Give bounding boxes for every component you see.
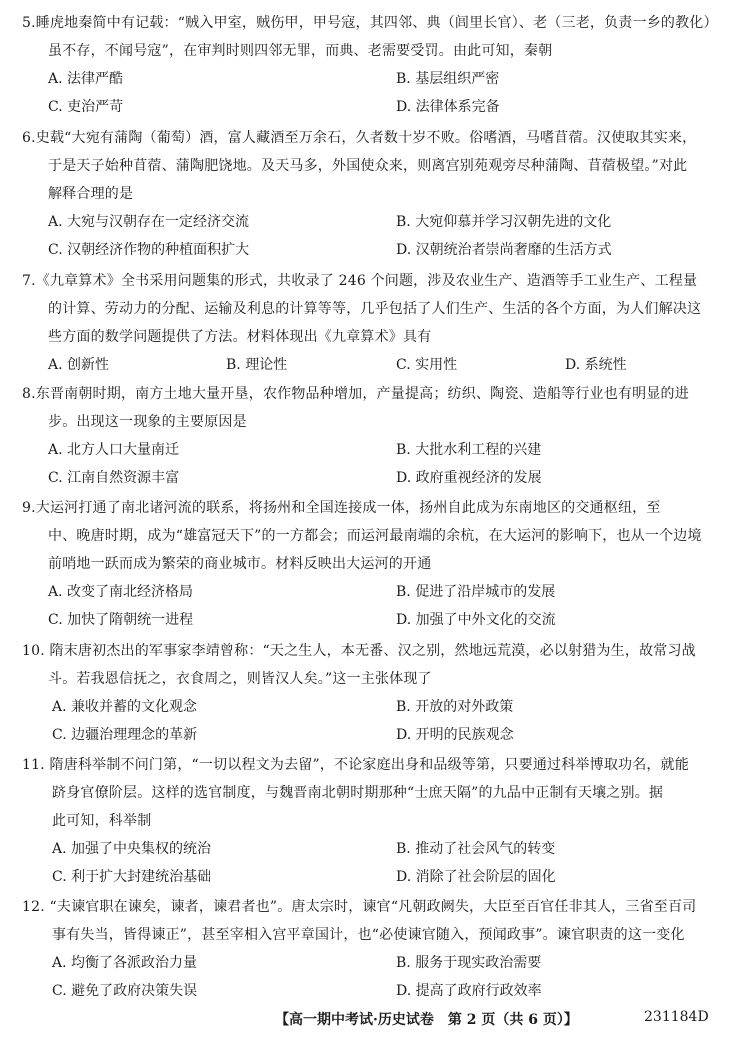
option-b: B. 理论性 — [226, 357, 288, 373]
question-line: 的计算、劳动力的分配、运输及利息的计算等等，几乎包括了人们生产、生活的各个方面，为人们解决这 — [48, 301, 702, 317]
question-line: 10. 隋末唐初杰出的军事家李靖曾称：“天之生人，本无番、汉之别，然地远荒漠，必以射猎为生，故常习战 — [22, 643, 696, 659]
option-d: D. 消除了社会阶层的固化 — [396, 869, 556, 885]
option-a: A. 改变了南北经济格局 — [48, 584, 194, 600]
option-b: B. 推动了社会风气的转变 — [396, 841, 556, 857]
question-line: 6.史载“大宛有蒲陶（葡萄）酒，富人藏酒至万余石，久者数十岁不败。俗嗜酒，马嗜苜蓿。汉使取其实来， — [22, 130, 697, 146]
option-c: C. 吏治严苛 — [48, 99, 124, 115]
paper-code: 231184D — [644, 1009, 709, 1025]
option-a: A. 兼收并蓄的文化观念 — [52, 699, 198, 715]
option-b: B. 开放的对外政策 — [396, 699, 514, 715]
option-c: C. 边疆治理理念的革新 — [52, 727, 198, 743]
option-c: C. 汉朝经济作物的种植面积扩大 — [48, 242, 250, 258]
question-line: 前哨地一跃而成为繁荣的商业城市。材料反映出大运河的开通 — [48, 556, 432, 572]
option-a: A. 加强了中央集权的统治 — [52, 841, 212, 857]
option-b: B. 基层组织严密 — [396, 71, 500, 87]
question-line: 11. 隋唐科举制不问门第，“一切以程文为去留”，不论家庭出身和品级等第，只要通过科举博取功名，就能 — [22, 757, 690, 773]
option-a: A. 北方人口大量南迁 — [48, 442, 180, 458]
option-c: C. 避免了政府决策失误 — [52, 983, 198, 999]
question-line: 虽不存，不闻号寇”，在审判时则四邻无罪，而典、老需要受罚。由此可知，秦朝 — [48, 43, 553, 59]
question-line: 此可知，科举制 — [52, 813, 152, 829]
option-c: C. 江南自然资源丰富 — [48, 470, 180, 486]
question-line: 事有失当，皆得谏正”，甚至宰相入宫平章国计，也“必使谏官随入，预闻政事”。谏官职责的这一变化 — [52, 927, 685, 943]
option-d: D. 加强了中外文化的交流 — [396, 612, 556, 628]
option-c: C. 利于扩大封建统治基础 — [52, 869, 212, 885]
question-line: 12. “夫谏官职在谏矣，谏者，谏君者也”。唐太宗时，谏官“凡朝政阙失，大臣至百官任非其人，三省至百司 — [22, 899, 697, 915]
option-c: C. 实用性 — [396, 357, 458, 373]
option-d: D. 法律体系完备 — [396, 99, 500, 115]
option-d: D. 汉朝统治者崇尚奢靡的生活方式 — [396, 242, 612, 258]
option-a: A. 创新性 — [48, 357, 110, 373]
question-line: 9.大运河打通了南北诸河流的联系，将扬州和全国连接成一体，扬州自此成为东南地区的交通枢纽，至 — [22, 500, 661, 516]
question-line: 于是天子始种苜蓿、蒲陶肥饶地。及天马多，外国使众来，则离宫别苑观旁尽种蒲陶、苜蓿极望。”对此 — [48, 158, 688, 174]
question-line: 5.睡虎地秦简中有记载：“贼入甲室，贼伤甲，甲号寇，其四邻、典（闾里长官）、老（三老，负责一乡的教化） — [22, 15, 718, 31]
question-line: 些方面的数学问题提供了方法。材料体现出《九章算术》具有 — [48, 329, 432, 345]
question-line: 8.东晋南朝时期，南方土地大量开垦，农作物品种增加，产量提高；纺织、陶瓷、造船等行业也有明显的进 — [22, 386, 689, 402]
option-b: B. 促进了沿岸城市的发展 — [396, 584, 556, 600]
option-d: D. 系统性 — [565, 357, 627, 373]
option-a: A. 大宛与汉朝存在一定经济交流 — [48, 214, 250, 230]
option-a: A. 法律严酷 — [48, 71, 124, 87]
option-d: D. 政府重视经济的发展 — [396, 470, 542, 486]
option-c: C. 加快了隋朝统一进程 — [48, 612, 194, 628]
question-line: 斗。若我恩信抚之，衣食周之，则皆汉人矣。”这一主张体现了 — [48, 671, 432, 687]
question-line: 步。出现这一现象的主要原因是 — [48, 414, 247, 430]
question-line: 7.《九章算术》全书采用问题集的形式，共收录了 246 个问题，涉及农业生产、造酒等手工业生产、工程量 — [22, 273, 698, 289]
option-a: A. 均衡了各派政治力量 — [52, 955, 198, 971]
question-line: 中、晚唐时期，成为“雄富冠天下”的一方都会；而运河最南端的余杭，在大运河的影响下，也从一个边境 — [48, 528, 702, 544]
question-line: 解释合理的是 — [48, 186, 134, 202]
option-d: D. 提高了政府行政效率 — [396, 983, 542, 999]
option-b: B. 服务于现实政治需要 — [396, 955, 542, 971]
page-footer-title: 【高一期中考试·历史试卷 第 2 页（共 6 页）】 — [275, 1012, 578, 1028]
option-b: B. 大批水利工程的兴建 — [396, 442, 542, 458]
option-b: B. 大宛仰慕并学习汉朝先进的文化 — [396, 214, 612, 230]
question-line: 跻身官僚阶层。这样的选官制度，与魏晋南北朝时期那种“士庶天隔”的九品中正制有天壤之别。据 — [52, 785, 664, 801]
option-d: D. 开明的民族观念 — [396, 727, 514, 743]
